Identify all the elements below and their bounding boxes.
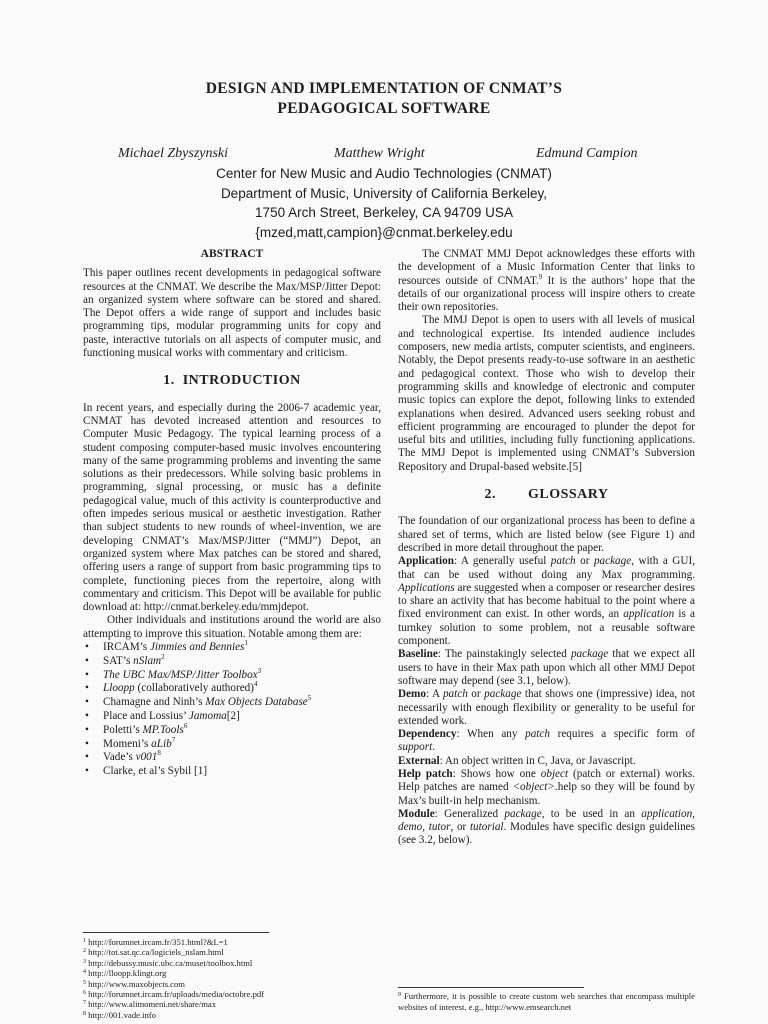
glossary-entry-help-patch: Help patch: Shows how one object (patch or external) works. Help patches are named <object>.help so they will be found by Max’s built-in help mechanism. [398,767,695,807]
footnote-marker[interactable]: 1 [244,639,248,648]
list-item: • Chamagne and Ninh’s Max Objects Database$^5$ [83,696,381,710]
list-item: • Vade’s $v001^8$ [83,751,381,765]
abstract-heading: ABSTRACT [200,248,264,260]
affiliation-line: Department of Music, University of California Berkeley, [220,185,548,201]
intro-paragraph-2: Other individuals and institutions around the world are also attempting to improve this situation. Notable among them are: [83,614,381,640]
title-line-1: DESIGN AND IMPLEMENTATION OF CNMAT’S [205,80,563,97]
list-item: • Poletti’s MP.Tools$^6$ [83,724,381,738]
footnote: $^6$ http://forumnet.ircam.fr/uploads/media/octobre.pdf [83,989,265,1000]
author-1: Michael Zbyszynski [118,146,229,161]
affiliation-line: Center for New Music and Audio Technologies (CNMAT) [216,166,552,181]
footnote-link[interactable]: http://debussy.music.ubc.ca/muset/toolbox.html [88,957,253,968]
footnote: $^8$ http://001.vade.info [83,1009,156,1020]
footnote-marker[interactable]: 3 [257,666,262,675]
intro-paragraph-1: In recent years, and especially during the 2006-7 academic year, CNMAT has devoted increased attention and resources to Computer Music Pedagogy. The typical learning process of a student composing computer-based music involves encountering many of the same programming problems and inventing the same solutions as their predecessors. While solving basic problems in programming, signal processing, or music has a definite pedagogical value, much of this activity is counterproductive and often impedes serious musical or aesthetic investigation. Rather than subject students to new rounds of wheel-invention, we are developing CNMAT’s Max/MSP/Jitter (“MMJ”) Depot, an organized system where Max patches can be stored and shared, offering users a range of support from basic programming tips to complete, functioning pieces from the repertoire, along with commentary and criticism. This Depot will be available for public download at: http://cnmat.berkeley.edu/mmjdepot. [83,401,381,614]
glossary-entry-baseline: Baseline: The painstakingly selected package that we expect all users to have in their Max path upon which all other MMJ Depot software may depend (see 3.1, below). [398,648,695,687]
glossary-entry-module: Module: Generalized package, to be used in an application, demo, tutor, or tutorial. Modules have specific design guidelines (see 3.2, below). [398,807,696,847]
footnote-link[interactable]: http://www.maxobjects.com [88,978,185,989]
footnote-marker[interactable]: 5 [307,694,312,703]
list-item: • Clarke, et al’s Sybil [1] [83,765,381,779]
footnote: $^2$ http://tot.sat.qc.ca/logiciels_nslam.html [83,947,224,958]
right-column [398,248,695,848]
glossary-intro: The foundation of our organizational process has been to define a shared set of terms, which are listed below (see Figure 1) and described in more detail throughout the paper. [398,515,695,554]
footnote-link[interactable]: http://001.vade.info [88,1009,156,1020]
footnote-marker[interactable]: 7 [171,735,176,744]
footnote-9: $^9$ Furthermore, it is possible to create custom web searches that encompass multiple websites of interest. e.g., http://www.emsearch.net [398,991,695,1012]
footnote-link[interactable]: http://tot.sat.qc.ca/logiciels_nslam.html [88,947,224,958]
list-item: • Place and Lossius’ Jamoma[2] [83,710,381,724]
footnote-link[interactable]: http://forumnet.ircam.fr/351.html?&L=1 [88,937,228,947]
footnote-marker[interactable]: 2 [161,652,165,661]
list-item: • IRCAM’s Jimmies and Bennies$^1$ [83,641,381,655]
glossary-entry-application: Application: A generally useful patch or package, with a GUI, that can be used without doing any Max programming. Applications are suggested when a composer or researcher desires to share an activity that has become habitual to the point where a fixed environment can exist. In other words, an application is a turnkey solution to some problem, not a reusable software component. [398,555,695,648]
glossary-entry-demo: Demo: A patch or package that shows one (impressive) idea, not necessarily with enough flexibility or generality to be useful for extended work. [398,688,695,727]
section-title: GLOSSARY [527,487,609,503]
footnote: $^5$ http://www.maxobjects.com [83,978,185,989]
affiliation-line: 1750 Arch Street, Berkeley, CA 94709 USA [255,205,513,221]
section-heading-glossary [398,488,695,501]
footnote-marker[interactable]: 9 [538,272,543,281]
right-paragraph-1: The CNMAT MMJ Depot acknowledges these efforts with the development of a Music Information Center that links to resources outside of CNMAT.$^9$ It is the authors’ hope that the details of our organizational process will inspire others to create their own repositories. [398,248,695,314]
author-list [0,146,768,166]
footnotes-left [83,937,383,1020]
related-work-list [83,641,381,779]
list-item: • Momeni’s aLib$^7$ [83,738,381,752]
affiliation-email: {mzed,matt,campion}@cnmat.berkeley.edu [255,224,513,240]
footnote-divider [398,987,584,988]
footnote-marker[interactable]: 4 [254,680,258,689]
right-paragraph-2: The MMJ Depot is open to users with all levels of musical and technological expertise. Its intended audience includes composers, new media artists, computer scientists, and engineers. Notably, the Depot presents ready-to-use software in an aesthetic and pedagogical context. Those who wish to develop their programming skills and knowledge of electronic and computer music topics can explore the depot, following links to extended explanations when desired. Advanced users seeking robust and efficient programming are encouraged to plunder the depot for useful bits and utilities, including fully functioning applications. The MMJ Depot is implemented using CNMAT’s Subversion Repository and Drupal-based website.[5] [398,314,695,473]
footnote-link[interactable]: http://lloopp.klingt.org [88,968,167,979]
abstract-text: This paper outlines recent developments in pedagogical software resources at the CNMAT. We describe the Max/MSP/Jitter Depot: an organized system where software can be stored and shared. The Depot offers a wide range of support and includes basic programming tips, modular programming units for copy and paste, interactive tutorials on all aspects of computer music, and functioning musical works with commentary and criticism. [83,267,381,360]
footnote: $^1$ http://forumnet.ircam.fr/351.html?&L=1 [83,937,228,947]
section-number: 2. [484,487,496,503]
author-2: Matthew Wright [334,146,425,161]
affiliation [0,164,768,242]
author-3: Edmund Campion [536,146,638,161]
footnote-marker[interactable]: 8 [157,749,161,758]
footnote-marker[interactable]: 6 [183,721,188,730]
title-line-2: PEDAGOGICAL SOFTWARE [277,100,491,117]
footnote: $^4$ http://lloopp.klingt.org [83,968,167,979]
paper-title [0,79,768,119]
list-item: • Lloopp (collaboratively authored)$^4$ [83,682,381,696]
footnote-divider [83,932,269,933]
list-item: • The UBC Max/MSP/Jitter Toolbox$^3$ [83,669,381,683]
footnote-link[interactable]: http://www.alimomeni.net/share/max [88,999,217,1010]
section-heading-introduction [83,374,381,387]
glossary-entry-external: External: An object written in C, Java, or Javascript. [398,754,636,767]
glossary-entry-dependency: Dependency: When any patch requires a specific form of support. [398,728,695,754]
footnote: $^7$ http://www.alimomeni.net/share/max [83,999,217,1010]
footnote-link[interactable]: http://forumnet.ircam.fr/uploads/media/octobre.pdf [88,989,265,1000]
list-item: • SAT’s nSlam$^2$ [83,655,381,669]
left-column [83,248,381,779]
section-title: INTRODUCTION [182,373,301,389]
section-number: 1. [163,373,175,389]
footnote: $^3$ http://debussy.music.ubc.ca/muset/toolbox.html [83,957,253,968]
